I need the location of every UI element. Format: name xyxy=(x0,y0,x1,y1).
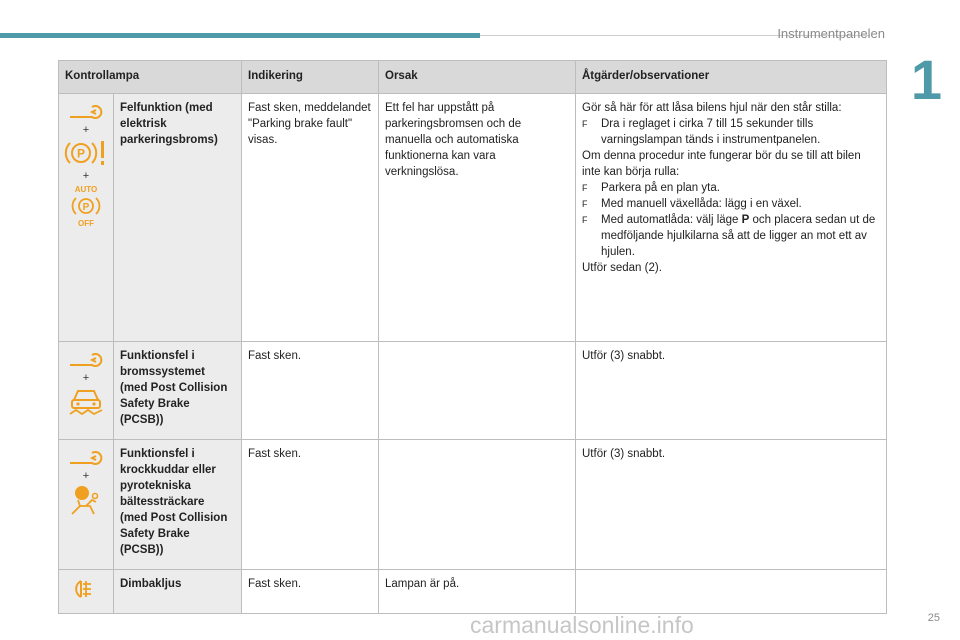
cause-text: Ett fel har uppstått på parkeringsbromsen och de manuella och automatiska funktionerna kan vara verkningslösa. xyxy=(379,94,576,342)
cause-text: Lampan är på. xyxy=(379,570,576,614)
wrench-icon xyxy=(66,102,106,122)
svg-text:AUTO: AUTO xyxy=(74,185,98,194)
cause-text xyxy=(379,440,576,570)
bullet-text: Parkera på en plan yta. xyxy=(601,182,720,194)
auto-p-off-icon xyxy=(66,184,106,228)
column-header-cause: Orsak xyxy=(379,61,576,94)
plus-sign: + xyxy=(82,372,90,384)
bullet-text: Med manuell växellåda: lägg i en växel. xyxy=(601,198,802,210)
airbag-seatbelt-icon xyxy=(68,484,104,518)
action-intro: Gör så här för att låsa bilens hjul när den står stilla: xyxy=(582,102,842,114)
lamp-name: Funktionsfel i bromssystemet (med Post Collision Safety Brake (PCSB)) xyxy=(114,342,242,440)
watermark: carmanualsonline.info xyxy=(470,612,694,638)
lamp-icons-cell xyxy=(59,440,114,570)
lamp-name: Felfunktion (med elektrisk parkeringsbroms) xyxy=(114,94,242,342)
action-bullet xyxy=(582,116,880,148)
indication-text: Fast sken, meddelandet "Parking brake fault" visas. xyxy=(242,94,379,342)
bullet-marker: F xyxy=(582,215,588,225)
bold-gear-p: P xyxy=(741,214,750,226)
table-row xyxy=(59,342,887,440)
table-row xyxy=(59,570,887,614)
svg-text:OFF: OFF xyxy=(78,219,94,228)
bullet-marker: F xyxy=(582,183,588,193)
plus-sign: + xyxy=(82,170,90,182)
column-header-lamp: Kontrollampa xyxy=(59,61,242,94)
lamp-icons-cell xyxy=(59,94,114,342)
action-text: Utför (3) snabbt. xyxy=(576,342,887,440)
indication-text: Fast sken. xyxy=(242,342,379,440)
lamp-icons-cell xyxy=(59,342,114,440)
action-line: Om denna procedur inte fungerar bör du se till att bilen inte kan börja rulla: xyxy=(582,150,861,178)
svg-text:P: P xyxy=(76,146,86,161)
fog-light-icon xyxy=(69,578,103,600)
indication-text: Fast sken. xyxy=(242,440,379,570)
table-header-row xyxy=(59,61,887,94)
section-title: Instrumentpanelen xyxy=(777,26,885,41)
page-number: 25 xyxy=(927,612,940,624)
action-text xyxy=(576,94,887,342)
bullet-text: och placera sedan ut de medföljande hjulkilarna så att de ligger an mot ett av hjulen. xyxy=(601,214,876,258)
action-bullet xyxy=(582,180,880,196)
cause-text xyxy=(379,342,576,440)
indication-text: Fast sken. xyxy=(242,570,379,614)
action-bullet xyxy=(582,212,880,260)
lamp-icons-cell xyxy=(59,570,114,614)
bullet-text: Med automatlåda: välj läge xyxy=(601,214,742,226)
bullet-marker: F xyxy=(582,199,588,209)
action-text xyxy=(576,570,887,614)
chapter-number: 1 xyxy=(910,48,942,111)
lamp-name: Funktionsfel i krockkuddar eller pyrotekniska bältessträckare (med Post Collision Safety Brake (PCSB)) xyxy=(114,440,242,570)
bullet-text: Dra i reglaget i cirka 7 till 15 sekunder tills varningslampan tänds i instrumentpanelen. xyxy=(601,118,821,146)
action-text: Utför (3) snabbt. xyxy=(576,440,887,570)
wrench-icon xyxy=(66,350,106,370)
svg-text:P: P xyxy=(82,202,90,213)
column-header-indication: Indikering xyxy=(242,61,379,94)
pcsb-car-icon xyxy=(68,386,104,416)
plus-sign: + xyxy=(82,470,90,482)
lamp-name: Dimbakljus xyxy=(114,570,242,614)
table-row xyxy=(59,94,887,342)
action-bullet xyxy=(582,196,880,212)
column-header-action: Åtgärder/observationer xyxy=(576,61,887,94)
header-accent-bar xyxy=(0,33,480,38)
bullet-marker: F xyxy=(582,119,588,129)
plus-sign: + xyxy=(82,124,90,136)
warning-lamp-table xyxy=(58,60,887,614)
action-outro: Utför sedan (2). xyxy=(582,262,662,274)
parking-brake-fault-icon xyxy=(63,138,109,168)
wrench-icon xyxy=(66,448,106,468)
table-row xyxy=(59,440,887,570)
